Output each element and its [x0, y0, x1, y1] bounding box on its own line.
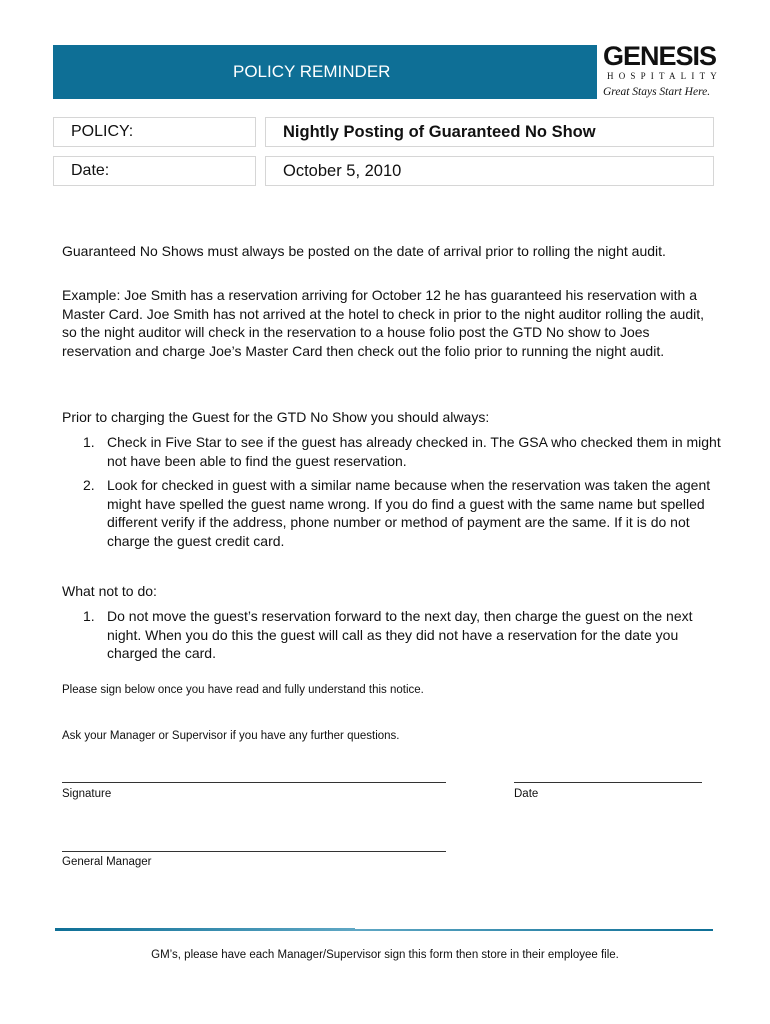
general-manager-line[interactable] — [62, 851, 446, 852]
date-value: October 5, 2010 — [283, 161, 402, 180]
list-text: Do not move the guest’s reservation forward to the next day, then charge the guest on the next night. When you do this the guest will call as they did not have a reservation for the date you charged the card. — [107, 608, 693, 662]
signature-label: Signature — [62, 788, 112, 800]
sign-notice: Please sign below once you have read and fully understand this notice. — [62, 684, 424, 696]
date-value-box — [265, 156, 714, 186]
prior-heading: Prior to charging the Guest for the GTD No Show you should always: — [62, 409, 490, 425]
list-text: Check in Five Star to see if the guest has already checked in. The GSA who checked them in might not have been able to find the guest reservation. — [107, 434, 721, 469]
ask-notice: Ask your Manager or Supervisor if you have any further questions. — [62, 730, 400, 742]
logo-wordmark: GENESIS — [603, 41, 717, 71]
signature-line[interactable] — [62, 782, 446, 783]
genesis-hospitality-logo — [603, 41, 722, 101]
logo-subtitle: HOSPITALITY — [607, 71, 722, 81]
date-label: Date: — [71, 162, 110, 179]
date-label-box — [53, 156, 256, 186]
logo-tagline: Great Stays Start Here. — [603, 86, 711, 98]
header-banner — [53, 45, 597, 99]
example-paragraph: Example: Joe Smith has a reservation arriving for October 12 he has guaranteed his reservation with a Master Card. Joe Smith has not arrived at the hotel to check in prior to the night auditor rolling the audit, so the night auditor will check in the reservation to a house folio post the GTD No show to Joes reservation and charge Joe’s Master Card then check out the folio prior to running the night audit. — [62, 287, 705, 359]
page-title: POLICY REMINDER — [233, 62, 391, 81]
footer-note: GM’s, please have each Manager/Supervisor sign this form then store in their employee file. — [151, 949, 619, 961]
policy-value-box — [265, 117, 714, 147]
list-number: 1. — [83, 434, 95, 450]
list-item — [83, 433, 723, 470]
list-number: 1. — [83, 608, 95, 624]
date-signature-label: Date — [514, 788, 539, 800]
intro-paragraph: Guaranteed No Shows must always be posted on the date of arrival prior to rolling the night audit. — [62, 243, 666, 259]
not-heading: What not to do: — [62, 583, 157, 599]
list-number: 2. — [83, 477, 95, 493]
footer-divider — [355, 929, 713, 931]
footer-divider — [55, 928, 355, 931]
list-item — [83, 476, 723, 550]
policy-label-box — [53, 117, 256, 147]
date-line[interactable] — [514, 782, 702, 783]
general-manager-label: General Manager — [62, 856, 152, 868]
list-text: Look for checked in guest with a similar name because when the reservation was taken the agent might have spelled the guest name wrong. If you do find a guest with the same name but spelled different verify if the address, phone number or method of payment are the same. If it is do not charge the guest credit card. — [107, 477, 711, 549]
list-item — [83, 607, 723, 663]
policy-label: POLICY: — [71, 123, 134, 140]
policy-value: Nightly Posting of Guaranteed No Show — [283, 122, 596, 141]
